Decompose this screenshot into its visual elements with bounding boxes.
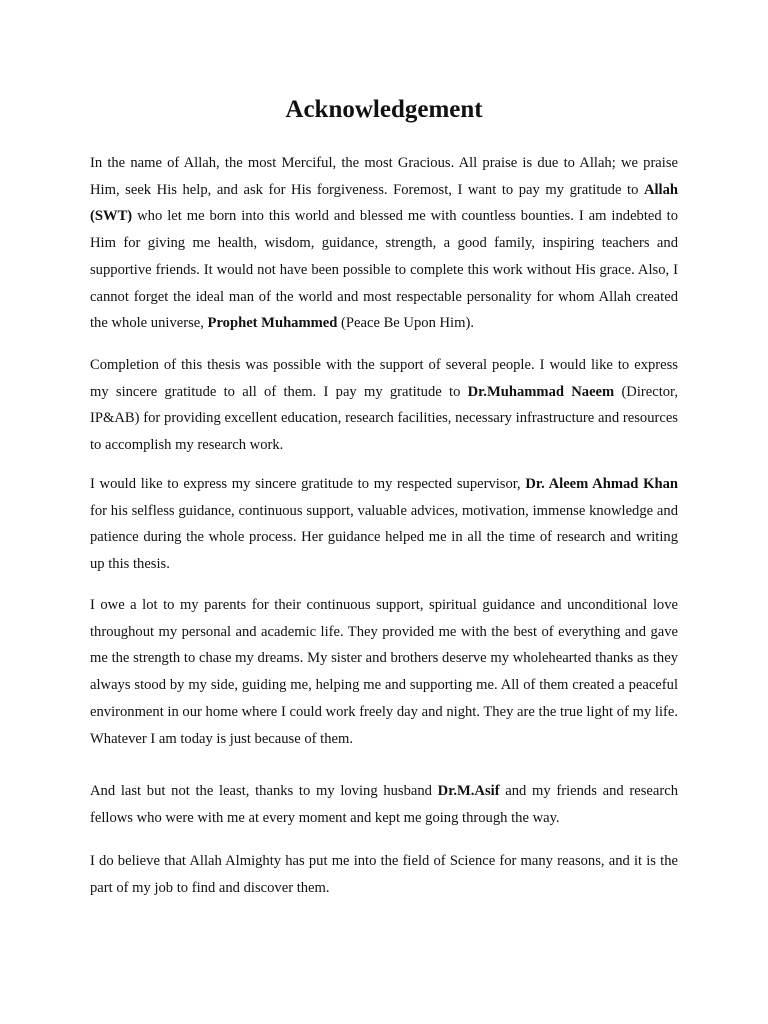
paragraph-text: (Peace Be Upon Him). bbox=[337, 315, 474, 332]
paragraph-text: I owe a lot to my parents for their continuous support, spiritual guidance and unconditional love throughout my personal and academic life. They provided me with the best of everything and gave me the strength to chase my dreams. My sister and brothers deserve my wholehearted thanks as they always stood by my side, guiding me, helping me and supporting me. All of them created a peaceful environment in our home where I could work freely day and night. They are the true light of my life. Whatever I am today is just because of them. bbox=[90, 597, 678, 747]
page-title: Acknowledgement bbox=[285, 96, 483, 123]
bold-name-supervisor: Dr. Aleem Ahmad Khan bbox=[525, 476, 678, 492]
bold-name-husband: Dr.M.Asif bbox=[437, 783, 500, 799]
paragraph-text: And last but not the least, thanks to my loving husband bbox=[90, 783, 438, 799]
paragraph-text: I would like to express my sincere gratitude to my respected supervisor, bbox=[90, 476, 526, 492]
paragraph-director bbox=[90, 352, 678, 459]
paragraph-husband bbox=[90, 778, 678, 831]
paragraph-text: I do believe that Allah Almighty has put me into the field of Science for many reasons, and it is the part of my job to find and discover them. bbox=[90, 853, 678, 896]
paragraph-text: and my friends and research fellows who were with me at every moment and kept me going through the way. bbox=[90, 783, 678, 826]
bold-name-prophet: Prophet Muhammed bbox=[207, 315, 338, 332]
paragraph-gratitude-to-allah bbox=[90, 150, 678, 337]
paragraph-text: who let me born into this world and blessed me with countless bounties. I am indebted to Him for giving me health, wisdom, guidance, strength, a good family, inspiring teachers and supportive friends. It would not have been possible to complete this work without His grace. Also, I cannot forget the ideal man of the world and most respectable personality for whom Allah created the whole universe, bbox=[90, 208, 678, 332]
paragraph-text: (Director, IP&AB) for providing excellent education, research facilities, necessary infrastructure and resources to accomplish my research work. bbox=[90, 383, 678, 454]
paragraph-parents bbox=[90, 592, 678, 752]
paragraph-closing bbox=[90, 848, 678, 901]
paragraph-text: for his selfless guidance, continuous support, valuable advices, motivation, immense knowledge and patience during the whole process. Her guidance helped me in all the time of research and writing up this thesis. bbox=[90, 502, 678, 573]
bold-name-director: Dr.Muhammad Naeem bbox=[467, 383, 615, 400]
paragraph-text: Completion of this thesis was possible with the support of several people. I would like to express my sincere gratitude to all of them. I pay my gratitude to bbox=[90, 357, 678, 400]
paragraph-text: In the name of Allah, the most Merciful, the most Gracious. All praise is due to Allah; we praise Him, seek His help, and ask for His forgiveness. Foremost, I want to pay my gratitude to bbox=[90, 155, 678, 198]
paragraph-supervisor bbox=[90, 471, 678, 578]
bold-name-allah: Allah (SWT) bbox=[90, 181, 678, 225]
